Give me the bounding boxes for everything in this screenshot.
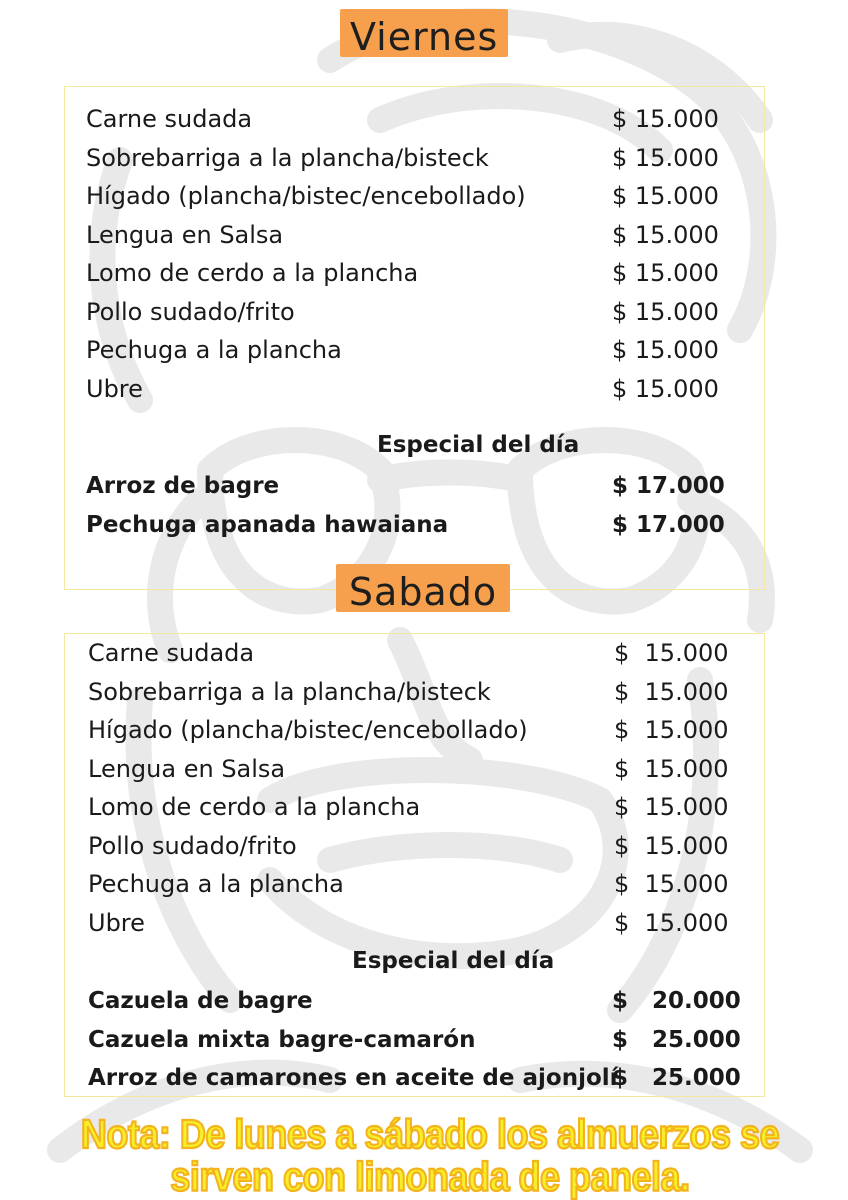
sabado-special-price: $ 25.000 xyxy=(612,1065,741,1091)
sabado-special-row xyxy=(88,1063,788,1093)
sabado-special-row xyxy=(88,1025,788,1055)
viernes-item-row xyxy=(86,335,786,365)
sabado-item-price: $ 15.000 xyxy=(614,716,729,744)
viernes-item-name: Carne sudada xyxy=(86,105,253,133)
viernes-item-name: Ubre xyxy=(86,374,143,403)
sabado-special-price: $ 25.000 xyxy=(612,1026,741,1053)
sabado-item-row xyxy=(88,638,788,668)
viernes-item-price: $ 15.000 xyxy=(612,182,719,210)
viernes-item-price: $ 15.000 xyxy=(612,259,719,287)
sabado-item-price: $ 15.000 xyxy=(614,677,729,706)
viernes-item-name: Sobrebarriga a la plancha/bisteck xyxy=(86,143,489,172)
lunch-note xyxy=(60,1113,800,1198)
sabado-special-heading: Especial del día xyxy=(352,948,555,974)
sabado-item-name: Sobrebarriga a la plancha/bisteck xyxy=(88,677,491,706)
viernes-item-row xyxy=(86,258,786,288)
viernes-special-price: $ 17.000 xyxy=(612,511,725,538)
sabado-item-name: Lomo de cerdo a la plancha xyxy=(88,793,421,821)
sabado-item-name: Lengua en Salsa xyxy=(88,754,286,783)
sabado-item-row xyxy=(88,754,788,784)
sabado-title: Sabado xyxy=(336,564,510,612)
viernes-item-row xyxy=(86,143,786,173)
sabado-item-price: $ 15.000 xyxy=(614,831,729,860)
sabado-item-price: $ 15.000 xyxy=(614,754,729,783)
viernes-item-row xyxy=(86,220,786,250)
viernes-special-heading: Especial del día xyxy=(377,432,580,458)
sabado-special-price: $ 20.000 xyxy=(612,988,741,1014)
viernes-item-row xyxy=(86,374,786,404)
sabado-item-row xyxy=(88,831,788,861)
viernes-special-name: Pechuga apanada hawaiana xyxy=(86,511,449,538)
viernes-item-row xyxy=(86,104,786,134)
viernes-special-row xyxy=(86,471,786,501)
sabado-item-row xyxy=(88,792,788,822)
sabado-item-price: $ 15.000 xyxy=(614,908,729,937)
sabado-item-name: Pechuga a la plancha xyxy=(88,870,344,898)
sabado-item-row xyxy=(88,715,788,745)
sabado-item-price: $ 15.000 xyxy=(614,793,729,821)
sabado-item-price: $ 15.000 xyxy=(614,639,729,667)
viernes-item-name: Lomo de cerdo a la plancha xyxy=(86,259,419,287)
sabado-item-name: Hígado (plancha/bistec/encebollado) xyxy=(88,716,528,744)
viernes-special-price: $ 17.000 xyxy=(612,473,725,499)
viernes-item-row xyxy=(86,181,786,211)
sabado-item-name: Ubre xyxy=(88,908,145,937)
viernes-item-name: Hígado (plancha/bistec/encebollado) xyxy=(86,182,526,210)
sabado-item-row xyxy=(88,908,788,938)
sabado-special-name: Arroz de camarones en aceite de ajonjolí xyxy=(88,1065,618,1091)
viernes-item-price: $ 15.000 xyxy=(612,297,719,326)
viernes-item-price: $ 15.000 xyxy=(612,336,719,364)
sabado-special-name: Cazuela mixta bagre-camarón xyxy=(88,1026,476,1053)
viernes-item-price: $ 15.000 xyxy=(612,220,719,249)
viernes-title: Viernes xyxy=(340,9,508,57)
sabado-item-name: Pollo sudado/frito xyxy=(88,831,297,860)
lunch-note-line-1: Nota: De lunes a sábado los almuerzos se xyxy=(80,1111,780,1158)
viernes-special-row xyxy=(86,510,786,540)
viernes-special-name: Arroz de bagre xyxy=(86,473,280,499)
lunch-note-line-2: sirven con limonada de panela. xyxy=(170,1153,690,1200)
sabado-item-row xyxy=(88,869,788,899)
viernes-item-price: $ 15.000 xyxy=(612,143,719,172)
viernes-item-row xyxy=(86,297,786,327)
sabado-item-name: Carne sudada xyxy=(88,639,255,667)
sabado-special-row xyxy=(88,986,788,1016)
viernes-item-name: Lengua en Salsa xyxy=(86,220,284,249)
viernes-item-price: $ 15.000 xyxy=(612,105,719,133)
sabado-item-row xyxy=(88,677,788,707)
viernes-item-price: $ 15.000 xyxy=(612,374,719,403)
sabado-item-price: $ 15.000 xyxy=(614,870,729,898)
viernes-item-name: Pechuga a la plancha xyxy=(86,336,342,364)
sabado-special-name: Cazuela de bagre xyxy=(88,988,313,1014)
viernes-item-name: Pollo sudado/frito xyxy=(86,297,295,326)
